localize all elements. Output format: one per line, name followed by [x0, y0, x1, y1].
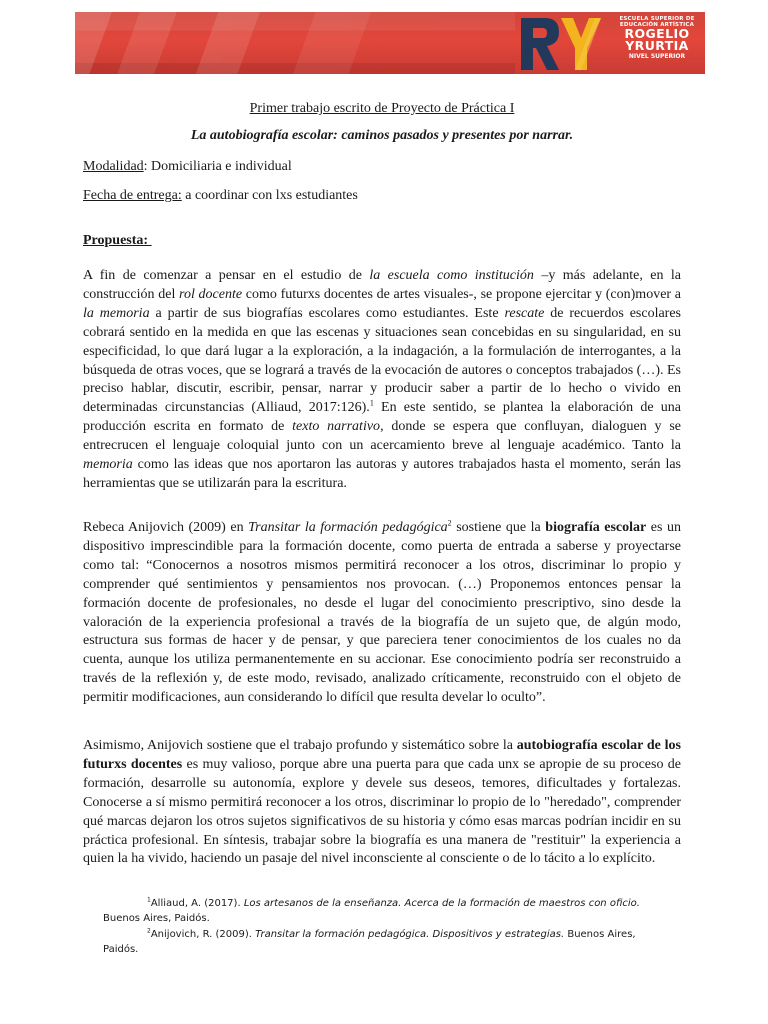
section-title-propuesta: Propuesta:	[83, 233, 152, 248]
school-name-block	[611, 16, 703, 72]
p1-text-3: como futurxs docentes de artes visuales-, se propone ejercitar y (con)mover a	[242, 286, 681, 302]
p1-text-2: –y más adelante, en la construcción del	[83, 268, 681, 302]
footnote-2-author: Anijovich, R. (2009).	[150, 929, 256, 940]
school-subtitle-line2: EDUCACIÓN ARTÍSTICA	[619, 22, 695, 28]
p2-italic-1: Transitar la formación pedagógica	[248, 520, 448, 535]
footnote-2-publisher: Buenos Aires, Paidós.	[103, 929, 636, 955]
p1-italic-4: rescate	[504, 305, 545, 321]
school-name-line2: YRURTIA	[625, 38, 689, 53]
document-subtitle: La autobiografía escolar: caminos pasados y presentes por narrar.	[190, 128, 574, 143]
school-logo-mark	[515, 14, 605, 72]
p1-italic-5: texto narrativo	[292, 419, 381, 435]
p1-italic-2: rol docente	[179, 286, 243, 302]
banner-texture	[75, 12, 515, 74]
footnote-1-publisher: Buenos Aires, Paidós.	[103, 912, 210, 924]
modalidad-value: : Domiciliaria e individual	[143, 159, 292, 174]
modalidad-line	[83, 159, 292, 175]
p1-text-8: como las ideas que nos aportaron las autoras y autores trabajados hasta el momento, serán las herramientas que se utilizarán para la escritura.	[83, 457, 681, 491]
header-banner	[75, 12, 705, 74]
modalidad-label: Modalidad	[83, 159, 144, 174]
p1-italic-6: memoria	[83, 457, 133, 473]
school-level: NIVEL SUPERIOR	[628, 53, 686, 60]
footnote-1-author: Alliaud, A. (2017).	[150, 898, 244, 909]
p2-text-3: es un dispositivo imprescindible para la formación docente, como puerta de entrada a saberse y proyectarse como tal: “Conocernos a nosotros mismos permitirá reconocer a los otros, discriminar lo propio y comprender qué sentimientos y pensamientos nos provocan. (…) Proponemos entonces pensar la formación docente de profesionales, no desde el lugar del conocimiento prescriptivo, sino desde la valoración de la experiencia profesional a través de la biografía de un sujeto que, de algún modo, estructura sus formas de hacer y de pensar, y que pareciera tener conocimientos de los cuales no da cuenta, aunque los utiliza permanentemente en su accionar. Ese conocimiento podría ser reconstruido a través de la reflexión y, de este modo, revisado, analizado críticamente, reconstruido con el objeto de permitir modificaciones, aun considerando lo difícil que resulta develar lo oculto”.	[83, 520, 682, 706]
p1-text-1: A fin de comenzar a pensar en el estudio de	[83, 268, 370, 283]
school-name-line1: ROGELIO	[624, 26, 690, 41]
footnote-1	[103, 897, 643, 926]
p3-text-2: es muy valioso, porque abre una puerta para que cada unx se apropie de su proceso de formación, desarrolle su autonomía, explore y devele sus deseos, temores, dificultades y fortalezas. Conocerse a sí mismo permitirá reconocer a los otros, discriminar lo propio de lo "heredado", comprender qué marcas dejaron los otros sujetos significativos de su historia y cómo esas marcas podrían incidir en su práctica profesional. En síntesis, trabajar sobre la biografía es una manera de "restituir" la experiencia a quien la ha vivido, haciendo un pasaje del nivel inconsciente al consciente o de lo tácito a lo explícito.	[83, 756, 681, 867]
paragraph-2	[83, 519, 681, 708]
p2-bold-1: biografía escolar	[545, 520, 647, 535]
logo-letter-r	[521, 18, 559, 70]
footnote-2	[103, 928, 643, 957]
p1-text-5: de recuerdos escolares cobrará sentido en la medida en que las escenas y situaciones sean concebidas en su singularidad, en su especificidad, lo que dará lugar a la exploración, a la indagación, a la formulación de interrogantes, a la búsqueda de otras voces, que se logrará a través de la evocación de autores o conceptos trabajados (…). Es preciso hablar, discutir, escribir, pensar, narrar y producir saber a partir de lo hecho o vivido en determinadas circunstancias (Alliaud, 2017:126).	[83, 305, 681, 416]
p1-text-7: , donde se espera que confluyan, dialoguen y se entrecrucen el lenguaje coloquial junto con un acercamiento breve al lenguaje académico. Tanto la	[83, 419, 681, 454]
p1-text-4: a partir de sus biografías escolares como estudiantes. Este	[149, 305, 505, 321]
p3-text-1: Asimismo, Anijovich sostiene que el trabajo profundo y sistemático sobre la	[83, 738, 517, 753]
fecha-line	[83, 188, 358, 204]
fecha-value: a coordinar con lxs estudiantes	[181, 188, 358, 203]
footnote-ref-2[interactable]: 2	[447, 518, 452, 528]
p2-text-2: sostiene que la	[451, 520, 546, 535]
p2-text-1: Rebeca Anijovich (2009) en	[83, 520, 249, 535]
footnote-2-title: Transitar la formación pedagógica. Dispositivos y estrategias.	[255, 929, 565, 940]
p1-text-6: En este sentido, se plantea la elaboración de una producción escrita en formato de	[83, 400, 681, 435]
footnote-2-number: 2	[147, 927, 151, 935]
school-subtitle-line1: ESCUELA SUPERIOR DE	[619, 16, 695, 22]
paragraph-3	[83, 737, 681, 869]
p1-italic-1: la escuela como institución	[369, 268, 534, 283]
p1-italic-3: la memoria	[83, 305, 150, 321]
footnote-1-title: Los artesanos de la enseñanza. Acerca de la formación de maestros con oficio.	[243, 898, 640, 909]
footnote-ref-1[interactable]: 1	[369, 398, 374, 408]
paragraph-1	[83, 267, 681, 494]
fecha-label: Fecha de entrega:	[83, 188, 182, 203]
p3-bold-1: autobiografía escolar de los futurxs docentes	[83, 738, 681, 772]
document-title: Primer trabajo escrito de Proyecto de Práctica I	[249, 101, 515, 116]
footnote-1-number: 1	[147, 896, 151, 904]
